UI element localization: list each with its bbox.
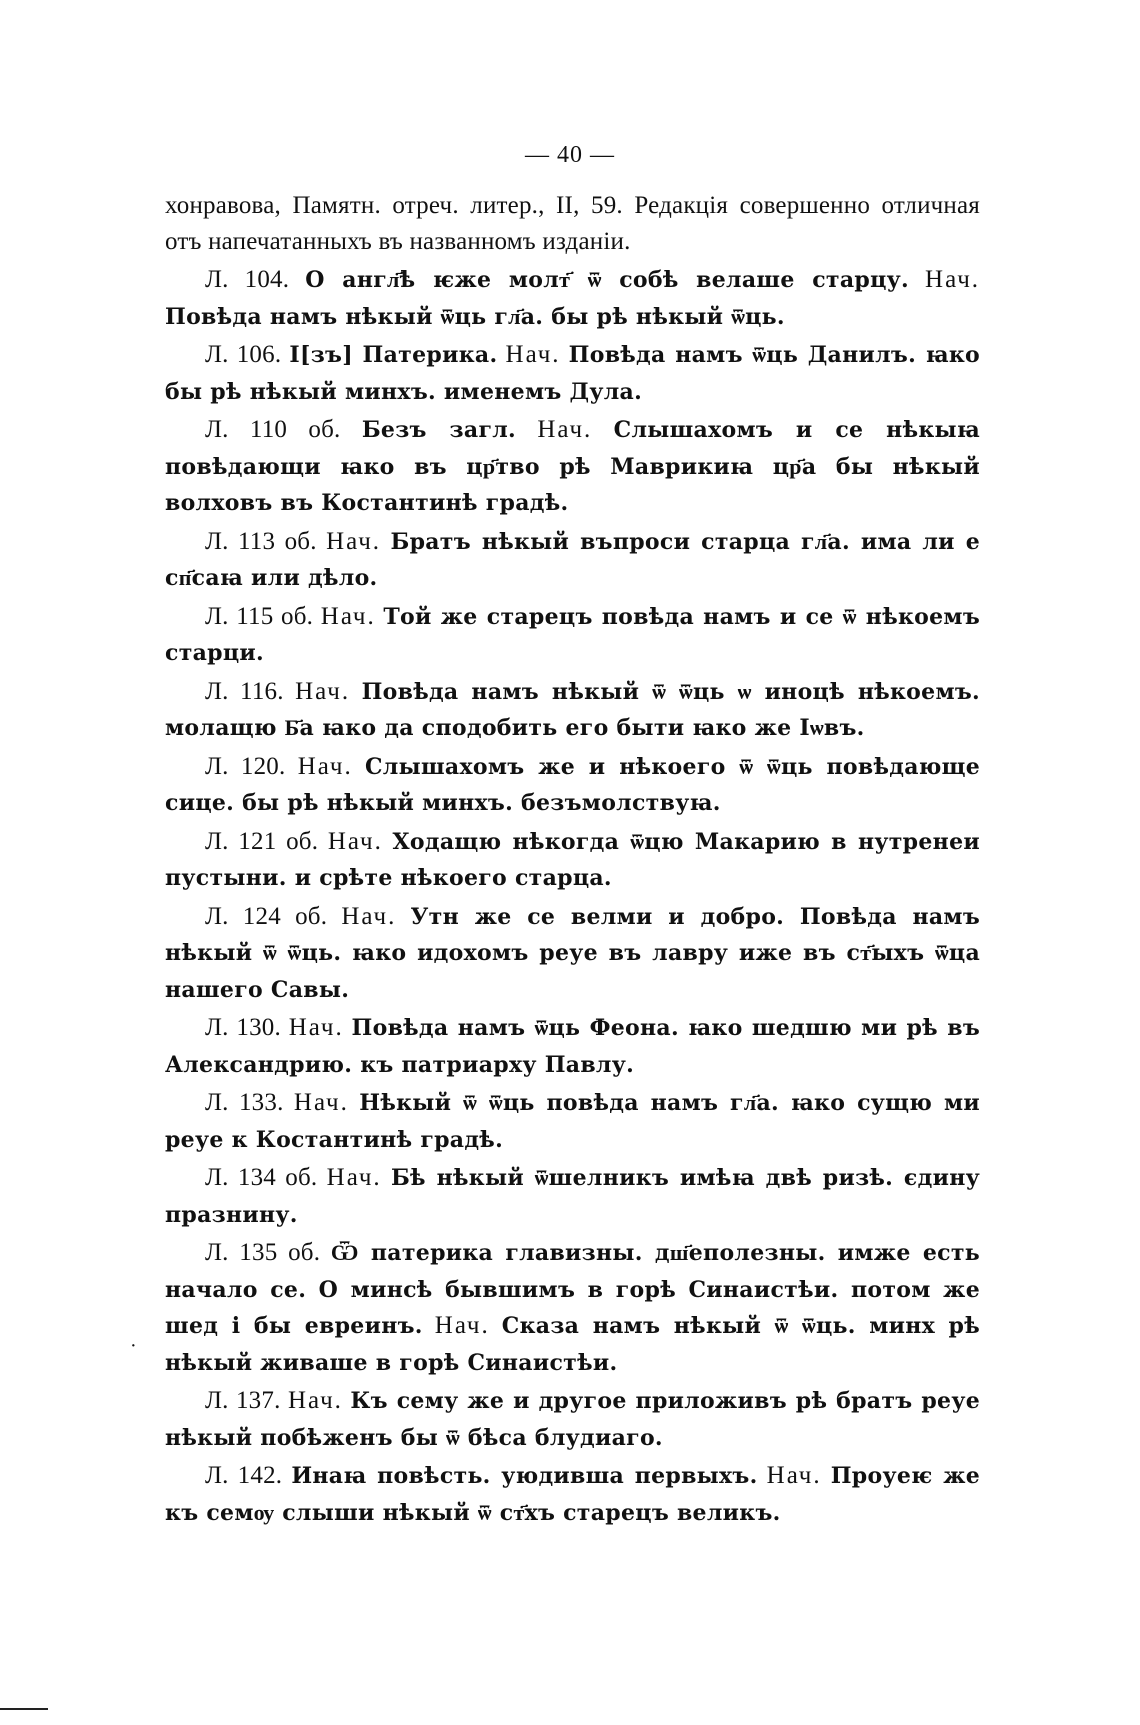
folio-reference: Л. 133.	[205, 1089, 284, 1116]
bottom-rule	[0, 1708, 48, 1710]
folio-reference: Л. 110 об.	[205, 416, 341, 443]
entry-paragraph	[165, 1458, 980, 1531]
page-body	[165, 188, 980, 1531]
intro-paragraph: хонравова, Памятн. отреч. литер., II, 59. Редакція совершенно отличная отъ напечатанныхъ въ названномъ изданіи.	[165, 192, 980, 255]
entry-title: Инаꙗ повѣсть. уюдивша первыхъ.	[291, 1463, 758, 1489]
entry-title: Безъ загл.	[361, 417, 516, 443]
incipit-text: Братъ нѣкый въпроси старца гл҃а. има ли е сп҃саꙗ или дѣло.	[165, 528, 981, 591]
entry-paragraph	[165, 1235, 980, 1381]
folio-reference: Л. 113 об.	[205, 527, 317, 555]
incipit-text: Нѣкый ѿ ѿць повѣда намъ гл҃а. ꙗко сущю ми реуе к Костантинѣ градѣ.	[165, 1090, 981, 1153]
folio-reference: Л. 121 об.	[205, 827, 319, 855]
incipit-marker: Нач.	[505, 341, 561, 368]
incipit-text: Сказа намъ нѣкый ѿ ѿць. минх рѣ нѣкый живаше в горѣ Синаистѣи.	[165, 1313, 981, 1376]
incipit-text: Къ сему же и другое приложивъ рѣ братъ реуе нѣкый побѣженъ бы ѿ бѣса блудиаго.	[165, 1388, 981, 1451]
incipit-marker: Нач.	[293, 1089, 349, 1116]
incipit-text: Ходащю нѣкогда ѿцю Макарию в нутренеи пустыни. и срѣте нѣкоего старца.	[165, 828, 980, 891]
folio-reference: Л. 115 об.	[205, 602, 314, 630]
entry-paragraph	[165, 899, 980, 1009]
incipit-marker: Нач.	[766, 1462, 822, 1489]
incipit-marker: Нач.	[327, 827, 383, 855]
folio-reference: Л. 134 об.	[205, 1164, 318, 1191]
incipit-text: Утн же се велми и добро. Повѣда намъ нѣкый ѿ ѿць. ꙗко идохомъ реуе въ лавру иже въ ст҃ыхъ ѿца нашего Савы.	[165, 903, 980, 1003]
entry-paragraph	[165, 412, 980, 522]
entry-title: Ѿ патерика главизны. дш҃еполезны. имже есть начало се. О минсѣ бывшимъ в горѣ Синаистѣи. потом же шед і бы евреинъ.	[165, 1240, 980, 1339]
folio-reference: Л. 106.	[205, 341, 282, 368]
incipit-text: Той же старецъ повѣда намъ и се ѿ нѣкоемъ старци.	[165, 603, 981, 666]
margin-mark: ·	[130, 1335, 137, 1357]
entry-paragraph	[165, 1010, 980, 1083]
incipit-marker: Нач.	[434, 1312, 490, 1339]
incipit-text: Слышахомъ и се нѣкыꙗ повѣдающи ꙗко въ цр҃тво рѣ Маврикиꙗ цр҃а бы нѣкый волховъ въ Костантинѣ градѣ.	[165, 417, 981, 516]
folio-reference: Л. 104.	[205, 266, 290, 293]
incipit-marker: Нач.	[297, 752, 353, 780]
folio-reference: Л. 142.	[205, 1462, 283, 1489]
folio-reference: Л. 116.	[205, 677, 284, 705]
folio-reference: Л. 137.	[205, 1387, 281, 1414]
entry-paragraph	[165, 524, 980, 597]
folio-reference: Л. 124 об.	[205, 902, 328, 930]
folio-reference: Л. 135 об.	[205, 1239, 321, 1266]
entry-paragraph	[165, 824, 980, 897]
entry-title: І[зъ] Патерика.	[289, 342, 498, 368]
incipit-marker: Нач.	[341, 902, 397, 930]
incipit-text: Слышахомъ же и нѣкоего ѿ ѿць повѣдающе сице. бы рѣ нѣкый минхъ. безъмолствуꙗ.	[165, 753, 981, 816]
incipit-marker: Нач.	[320, 602, 376, 630]
entry-paragraph	[165, 599, 980, 672]
entry-paragraph	[165, 337, 980, 410]
manuscript-entries	[165, 262, 980, 1531]
incipit-marker: Нач.	[326, 527, 382, 555]
entry-paragraph	[165, 749, 980, 822]
entry-paragraph	[165, 674, 980, 747]
incipit-text: Проуеѥ же къ семѹ слыши нѣкый ѿ ст҃хъ старецъ великъ.	[165, 1463, 981, 1526]
incipit-text: Бѣ нѣкый ѿшелникъ имѣꙗ двѣ ризѣ. єдину празнину.	[165, 1165, 980, 1228]
incipit-text: Повѣда намъ ѿць Феона. ꙗко шедшю ми рѣ въ Александрию. къ патриарху Павлу.	[165, 1015, 980, 1078]
incipit-marker: Нач.	[925, 266, 981, 293]
entry-paragraph	[165, 1383, 980, 1456]
incipit-text: Повѣда намъ нѣкый ѿць гл҃а. бы рѣ нѣкый ѿць.	[165, 303, 785, 330]
incipit-text: Повѣда намъ ѿць Данилъ. ꙗко бы рѣ нѣкый минхъ. именемъ Дула.	[165, 342, 981, 405]
entry-paragraph	[165, 262, 980, 335]
folio-reference: Л. 120.	[205, 752, 286, 780]
page-number: — 40 —	[525, 142, 615, 168]
incipit-marker: Нач.	[326, 1164, 382, 1191]
entry-title: О англ҃ѣ ѥже молт҃ ѿ собѣ велаше старцу.	[305, 267, 909, 293]
incipit-text: Повѣда намъ нѣкый ѿ ѿць ѡ иноцѣ нѣкоемъ. молащю Б҃а ꙗко да сподобить его быти ꙗко же Іѡвъ.	[165, 678, 981, 741]
incipit-marker: Нач.	[288, 1014, 344, 1041]
incipit-marker: Нач.	[287, 1387, 343, 1414]
entry-paragraph	[165, 1085, 980, 1158]
incipit-marker: Нач.	[537, 416, 593, 443]
folio-reference: Л. 130.	[205, 1014, 281, 1041]
incipit-marker: Нач.	[295, 677, 351, 705]
entry-paragraph	[165, 1160, 980, 1233]
